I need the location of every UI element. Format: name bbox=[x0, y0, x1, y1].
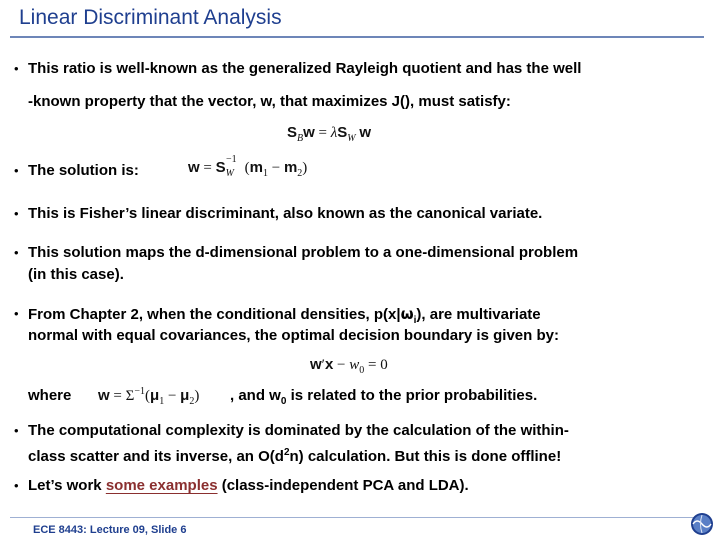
bullet-text: This is Fisher’s linear discriminant, also known as the canonical variate. bbox=[28, 205, 543, 222]
bullet-text-line2: normal with equal covariances, the optimal decision boundary is given by: bbox=[28, 327, 559, 344]
bullet-dot: • bbox=[14, 245, 19, 260]
slide-title: Linear Discriminant Analysis bbox=[19, 6, 282, 29]
bullet-text-line2: class scatter and its inverse, an $O(d^2n)$ calculation. But this is done offline! bbox=[28, 447, 562, 465]
omega-symbol: ω bbox=[400, 305, 414, 323]
equation-rayleigh: $S_Bw = \lambda S_W$ w bbox=[287, 124, 372, 144]
bullet-dot: • bbox=[14, 478, 19, 493]
bullet-dot: • bbox=[14, 163, 19, 178]
bullet-dimension bbox=[14, 242, 714, 286]
bullet-solution bbox=[14, 160, 214, 182]
bullet-text-line1: This solution maps the d-dimensional problem to a one-dimensional problem bbox=[28, 244, 579, 261]
equation-solution: $w = S_W^{-1}(m_1 - m_2)$ bbox=[188, 154, 308, 179]
bullet-text: The solution is: bbox=[28, 162, 139, 179]
where-label: where bbox=[28, 387, 72, 404]
bullet-text-line1: This ratio is well-known as the generalized Rayleigh quotient and has the well bbox=[28, 60, 582, 77]
bullet-rayleigh bbox=[14, 58, 714, 108]
where-tail: , and $w_0$ is related to the prior probabilities. bbox=[230, 387, 538, 407]
footer-rule bbox=[10, 517, 704, 518]
bullet-text-line2: (in this case). bbox=[28, 266, 124, 283]
slide-footer: ECE 8443: Lecture 09, Slide 6 bbox=[33, 524, 187, 536]
bullet-examples bbox=[14, 475, 714, 497]
bullet-dot: • bbox=[14, 423, 19, 438]
bullet-text-line1: From Chapter 2, when the conditional densities, $p(x|\omega_i)$, are multivariate bbox=[28, 305, 541, 326]
title-rule bbox=[10, 36, 704, 38]
equation-boundary: $w'x - w_0 = 0$ bbox=[310, 356, 388, 376]
bullet-dot: • bbox=[14, 61, 19, 76]
bullet-fisher bbox=[14, 203, 714, 225]
bullet-dot: • bbox=[14, 306, 19, 321]
bullet-chapter2 bbox=[14, 303, 714, 347]
bullet-text: Let’s work some examples (class-independent PCA and LDA). bbox=[28, 477, 469, 494]
equation-where-w: $w = \Sigma^{-1}(\mu_1 - \mu_2)$ bbox=[98, 386, 200, 407]
globe-logo-icon bbox=[690, 512, 714, 536]
bullet-text-line2: -known property that the vector, w, that maximizes J(), must satisfy: bbox=[28, 93, 511, 110]
bullet-text-line1: The computational complexity is dominated by the calculation of the within- bbox=[28, 422, 569, 439]
examples-link[interactable]: some examples bbox=[105, 477, 218, 494]
bullet-dot: • bbox=[14, 206, 19, 221]
bullet-complexity bbox=[14, 420, 714, 464]
